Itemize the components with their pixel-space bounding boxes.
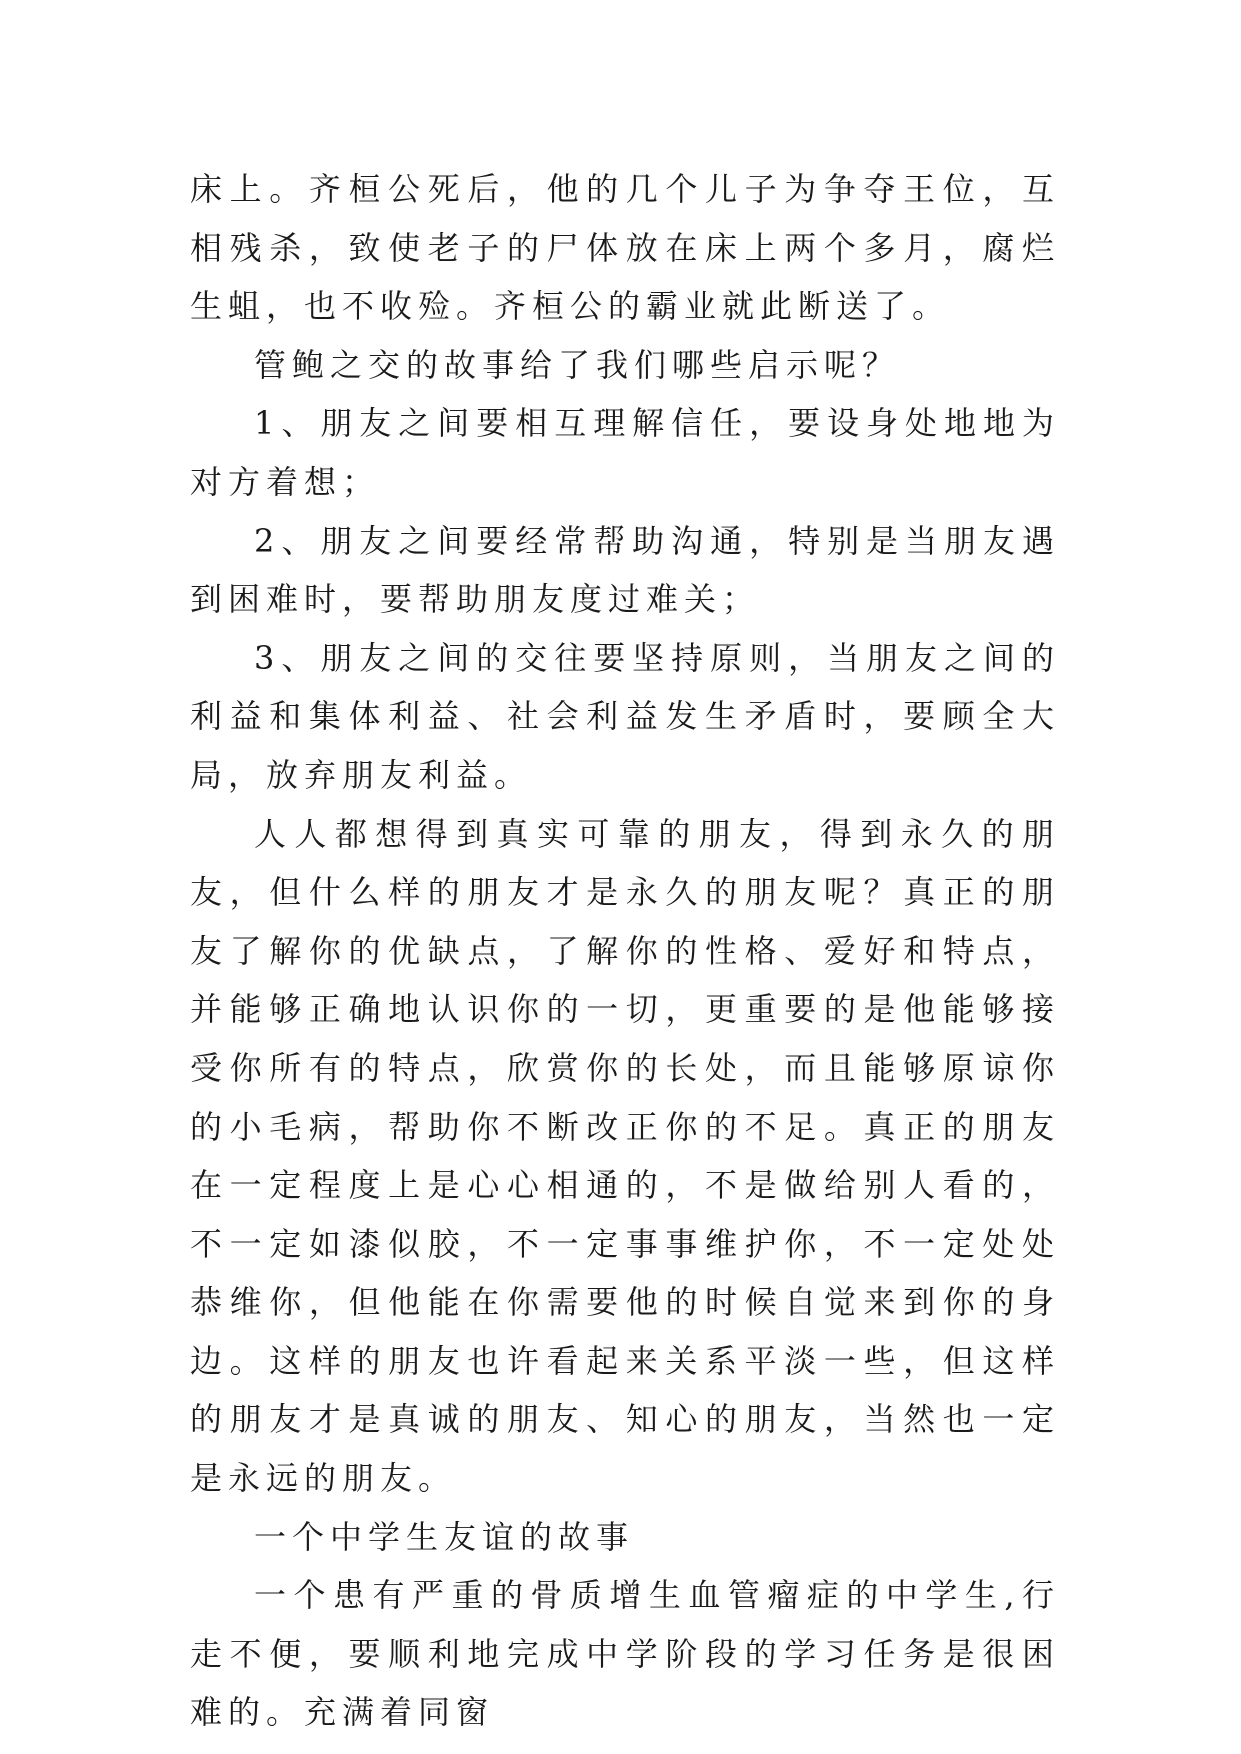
document-body (190, 160, 1060, 1742)
paragraph-lessons-question: 管鲍之交的故事给了我们哪些启示呢？ (254, 345, 901, 384)
paragraph-lesson-1: 1、朋友之间要相互理解信任，要设身处地地为对方着想； (190, 404, 1060, 501)
section-heading-student-story: 一个中学生友谊的故事 (254, 1517, 635, 1556)
paragraph-student-story: 一个患有严重的骨质增生血管瘤症的中学生,行走不便，要顺利地完成中学阶段的学习任务是很困难的。充满着同窗 (190, 1576, 1060, 1732)
paragraph-lesson-2: 2、朋友之间要经常帮助沟通，特别是当朋友遇到困难时，要帮助朋友度过难关； (190, 521, 1060, 619)
paragraph-story-ending: 床上。齐桓公死后，他的几个儿子为争夺王位，互相残杀，致使老子的尸体放在床上两个多月，腐烂生蛆，也不收殓。齐桓公的霸业就此断送了。 (190, 170, 1060, 326)
paragraph-true-friends: 人人都想得到真实可靠的朋友，得到永久的朋友，但什么样的朋友才是永久的朋友呢？真正的朋友了解你的优缺点，了解你的性格、爱好和特点，并能够正确地认识你的一切，更重要的是他能够接受你所有的特点，欣赏你的长处，而且能够原谅你的小毛病，帮助你不断改正你的不足。真正的朋友在一定程度上是心心相通的，不是做给别人看的，不一定如漆似胶，不一定事事维护你，不一定处处恭维你，但他能在你需要他的时候自觉来到你的身边。这样的朋友也许看起来关系平淡一些，但这样的朋友才是真诚的朋友、知心的朋友，当然也一定是永远的朋友。 (190, 814, 1060, 1498)
paragraph-lesson-3: 3、朋友之间的交往要坚持原则，当朋友之间的利益和集体利益、社会利益发生矛盾时，要顾全大局，放弃朋友利益。 (190, 638, 1060, 794)
